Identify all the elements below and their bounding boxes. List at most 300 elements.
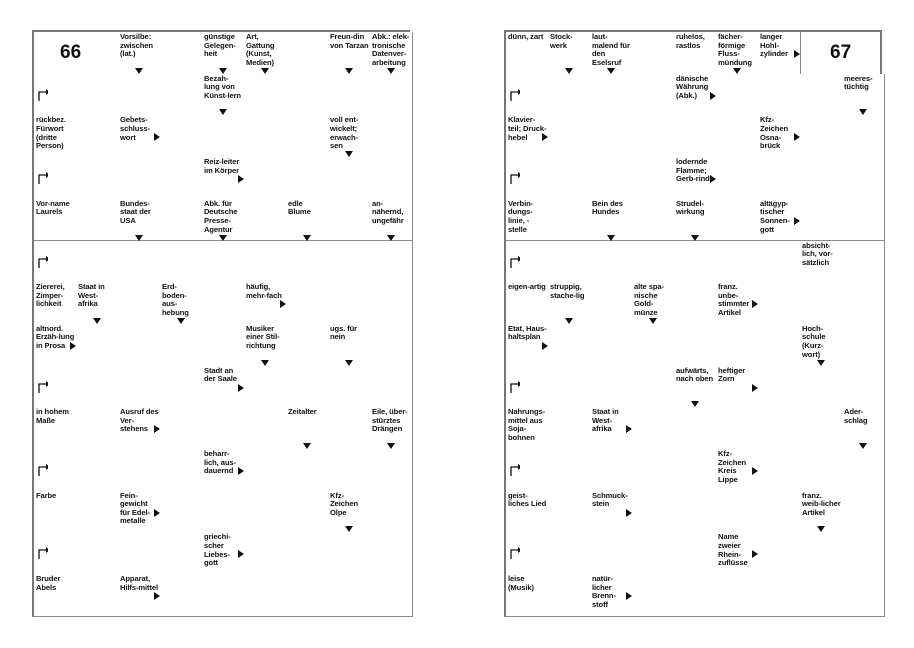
- answer-cell[interactable]: [118, 241, 161, 284]
- clue-text: Name zweier Rhein-zuflüsse: [718, 532, 748, 568]
- arrow-down-icon: [135, 68, 143, 74]
- clue-text: langer Hohl-zylinder: [760, 32, 788, 59]
- clue-text: in hohem Maße: [36, 407, 69, 425]
- answer-cell[interactable]: [160, 241, 203, 284]
- clue-text: leise (Musik): [508, 574, 534, 592]
- answer-cell[interactable]: [286, 241, 329, 284]
- bent-arrow-icon: [510, 255, 520, 269]
- answer-cell[interactable]: [548, 574, 591, 617]
- clue-text: eigen-artig: [508, 282, 546, 292]
- clue-text: Abk.: elek-tronische Datenver-arbeitung: [372, 32, 410, 67]
- arrow-right-icon: [752, 467, 758, 475]
- answer-cell[interactable]: [548, 199, 591, 242]
- clue-text: Staat in West-afrika: [78, 282, 105, 309]
- arrow-down-icon: [387, 68, 395, 74]
- answer-cell[interactable]: [800, 74, 843, 117]
- clue-text: altnord. Erzäh-lung in Prosa: [36, 323, 75, 351]
- answer-cell[interactable]: [160, 449, 203, 492]
- answer-cell[interactable]: [76, 449, 119, 492]
- clue-text: Bezah-lung von Künst-lern: [204, 73, 241, 100]
- clue-text: Musiker einer Stil-richtung: [246, 323, 280, 351]
- answer-cell[interactable]: [118, 366, 161, 409]
- answer-cell[interactable]: [244, 199, 287, 242]
- clue-text: Farbe: [36, 490, 57, 500]
- answer-cell[interactable]: [328, 532, 371, 575]
- arrow-down-icon: [345, 526, 353, 532]
- answer-cell[interactable]: [244, 491, 287, 534]
- answer-cell[interactable]: [370, 115, 413, 158]
- answer-cell[interactable]: [202, 574, 245, 617]
- arrow-down-icon: [219, 68, 227, 74]
- arrow-down-icon: [345, 360, 353, 366]
- clue-text: Hoch-schule (Kurz-wort): [802, 323, 826, 359]
- answer-cell[interactable]: [244, 74, 287, 117]
- clue-text: Art, Gattung (Kunst, Medien): [246, 32, 275, 67]
- answer-cell[interactable]: [202, 282, 245, 325]
- answer-cell[interactable]: [118, 324, 161, 367]
- clue-cell: [506, 574, 549, 617]
- clue-cell: [674, 32, 717, 75]
- answer-cell[interactable]: [758, 491, 801, 534]
- answer-cell[interactable]: [842, 366, 885, 409]
- answer-cell[interactable]: [758, 324, 801, 367]
- clue-cell: [506, 407, 549, 450]
- answer-cell[interactable]: [286, 574, 329, 617]
- answer-cell[interactable]: [674, 491, 717, 534]
- answer-cell[interactable]: [800, 574, 843, 617]
- answer-cell[interactable]: [548, 366, 591, 409]
- answer-cell[interactable]: [328, 574, 371, 617]
- answer-cell[interactable]: [842, 532, 885, 575]
- arrow-right-icon: [238, 550, 244, 558]
- clue-cell: [34, 199, 77, 242]
- answer-cell[interactable]: [202, 491, 245, 534]
- page-number-right: 67: [830, 42, 852, 63]
- arrow-right-icon: [70, 342, 76, 350]
- arrow-right-icon: [154, 133, 160, 141]
- answer-cell[interactable]: [800, 532, 843, 575]
- answer-cell[interactable]: [800, 199, 843, 242]
- clue-text: Nahrungs-mittel aus Soja-bohnen: [508, 407, 546, 443]
- answer-cell[interactable]: [758, 157, 801, 200]
- answer-cell[interactable]: [286, 324, 329, 367]
- answer-cell[interactable]: [76, 407, 119, 450]
- answer-cell[interactable]: [118, 532, 161, 575]
- answer-cell[interactable]: [160, 32, 203, 75]
- clue-text: laut-malend für den Eselsruf: [592, 32, 630, 67]
- answer-cell[interactable]: [286, 366, 329, 409]
- answer-cell[interactable]: [328, 282, 371, 325]
- clue-text: edle Blume: [288, 198, 311, 217]
- arrow-down-icon: [691, 401, 699, 407]
- answer-cell[interactable]: [674, 282, 717, 325]
- clue-text: Zeitalter: [288, 407, 317, 417]
- clue-cell: [506, 199, 549, 242]
- answer-cell[interactable]: [674, 449, 717, 492]
- answer-cell[interactable]: [244, 115, 287, 158]
- answer-cell[interactable]: [758, 574, 801, 617]
- clue-text: fächer-förmige Fluss-mündung: [718, 32, 752, 67]
- left-crossword-grid: [32, 30, 410, 617]
- arrow-down-icon: [93, 318, 101, 324]
- arrow-right-icon: [794, 133, 800, 141]
- clue-text: an-nähernd, ungefähr: [372, 198, 404, 225]
- clue-text: Abk. für Deutsche Presse-Agentur: [204, 198, 238, 234]
- arrow-right-icon: [154, 592, 160, 600]
- answer-cell[interactable]: [632, 574, 675, 617]
- clue-text: Ausruf des Ver-stehens: [120, 407, 159, 434]
- answer-cell[interactable]: [632, 366, 675, 409]
- arrow-down-icon: [649, 318, 657, 324]
- answer-cell[interactable]: [202, 324, 245, 367]
- answer-cell[interactable]: [328, 407, 371, 450]
- arrow-down-icon: [345, 68, 353, 74]
- answer-cell[interactable]: [548, 532, 591, 575]
- answer-cell[interactable]: [674, 324, 717, 367]
- bent-arrow-icon: [510, 171, 520, 185]
- answer-cell[interactable]: [632, 407, 675, 450]
- answer-cell[interactable]: [160, 324, 203, 367]
- clue-text: voll ent-wickelt; erwach-sen: [330, 115, 359, 151]
- bent-arrow-icon: [510, 463, 520, 477]
- arrow-down-icon: [817, 526, 825, 532]
- answer-cell[interactable]: [76, 532, 119, 575]
- answer-cell[interactable]: [118, 282, 161, 325]
- clue-text: Ader-schlag: [844, 407, 868, 425]
- answer-cell[interactable]: [160, 199, 203, 242]
- clue-text: Kfz-Zeichen Kreis Lippe: [718, 449, 746, 484]
- answer-cell[interactable]: [286, 449, 329, 492]
- answer-cell[interactable]: [842, 574, 885, 617]
- answer-cell[interactable]: [632, 115, 675, 158]
- clue-text: günstige Gelegen-heit: [204, 32, 236, 59]
- clue-text: absicht-lich, vor-sätzlich: [802, 240, 833, 267]
- answer-cell[interactable]: [160, 157, 203, 200]
- clue-cell: [34, 407, 77, 450]
- answer-cell[interactable]: [758, 532, 801, 575]
- bent-arrow-icon: [510, 380, 520, 394]
- answer-cell[interactable]: [202, 407, 245, 450]
- answer-cell[interactable]: [76, 491, 119, 534]
- answer-cell[interactable]: [842, 115, 885, 158]
- answer-cell[interactable]: [758, 407, 801, 450]
- answer-cell[interactable]: [244, 532, 287, 575]
- clue-text: Vorsilbe: zwischen (lat.): [120, 32, 153, 59]
- arrow-right-icon: [238, 467, 244, 475]
- answer-cell[interactable]: [716, 115, 759, 158]
- clue-cell: [506, 32, 549, 75]
- answer-cell[interactable]: [842, 157, 885, 200]
- answer-cell[interactable]: [800, 407, 843, 450]
- answer-cell[interactable]: [716, 324, 759, 367]
- answer-cell[interactable]: [632, 491, 675, 534]
- answer-cell[interactable]: [548, 407, 591, 450]
- answer-cell[interactable]: [548, 491, 591, 534]
- arrow-right-icon: [238, 384, 244, 392]
- clue-text: Apparat, Hilfs-mittel: [120, 574, 159, 592]
- clue-text: ugs. für nein: [330, 323, 358, 342]
- clue-cell: [800, 241, 843, 284]
- clue-text: dünn, zart: [508, 32, 544, 41]
- arrow-right-icon: [154, 425, 160, 433]
- answer-cell[interactable]: [842, 324, 885, 367]
- arrow-down-icon: [219, 235, 227, 241]
- answer-cell[interactable]: [244, 366, 287, 409]
- clue-text: lodernde Flamme; Gerb-rinde: [676, 157, 714, 184]
- answer-cell[interactable]: [632, 241, 675, 284]
- answer-cell[interactable]: [842, 199, 885, 242]
- answer-cell[interactable]: [370, 532, 413, 575]
- answer-cell[interactable]: [632, 324, 675, 367]
- answer-cell[interactable]: [118, 157, 161, 200]
- arrow-down-icon: [387, 235, 395, 241]
- answer-cell[interactable]: [202, 241, 245, 284]
- arrow-right-icon: [280, 300, 286, 308]
- clue-text: alte spa-nische Gold-münze: [634, 282, 664, 317]
- answer-cell[interactable]: [590, 324, 633, 367]
- answer-cell[interactable]: [674, 241, 717, 284]
- arrow-down-icon: [565, 318, 573, 324]
- answer-cell[interactable]: [590, 532, 633, 575]
- answer-cell[interactable]: [244, 157, 287, 200]
- answer-cell[interactable]: [548, 449, 591, 492]
- answer-cell[interactable]: [548, 74, 591, 117]
- clue-text: Etat, Haus-haltsplan: [508, 323, 547, 342]
- clue-text: struppig, stache-lig: [550, 282, 585, 300]
- answer-cell[interactable]: [286, 282, 329, 325]
- answer-cell[interactable]: [716, 491, 759, 534]
- arrow-down-icon: [733, 68, 741, 74]
- answer-cell[interactable]: [328, 157, 371, 200]
- answer-cell[interactable]: [370, 282, 413, 325]
- answer-cell[interactable]: [370, 157, 413, 200]
- arrow-right-icon: [154, 509, 160, 517]
- answer-cell[interactable]: [370, 491, 413, 534]
- answer-cell[interactable]: [328, 366, 371, 409]
- bent-arrow-icon: [510, 546, 520, 560]
- answer-cell[interactable]: [800, 449, 843, 492]
- answer-cell[interactable]: [160, 532, 203, 575]
- answer-cell[interactable]: [244, 449, 287, 492]
- answer-cell[interactable]: [842, 282, 885, 325]
- answer-cell[interactable]: [76, 366, 119, 409]
- clue-text: Strudel-wirkung: [676, 198, 705, 217]
- answer-cell[interactable]: [328, 74, 371, 117]
- answer-cell[interactable]: [76, 574, 119, 617]
- clue-text: natür-licher Brenn-stoff: [592, 574, 616, 609]
- arrow-down-icon: [565, 68, 573, 74]
- clue-text: Bundes-staat der USA: [120, 198, 151, 225]
- answer-cell[interactable]: [76, 199, 119, 242]
- clue-text: heftiger Zorn: [718, 365, 746, 384]
- clue-text: Verbin-dungs-linie, -stelle: [508, 198, 534, 234]
- answer-cell[interactable]: [76, 241, 119, 284]
- answer-cell[interactable]: [590, 115, 633, 158]
- arrow-down-icon: [859, 109, 867, 115]
- answer-cell[interactable]: [842, 241, 885, 284]
- clue-text: Stock-werk: [550, 32, 573, 50]
- bent-arrow-icon: [38, 255, 48, 269]
- bent-arrow-icon: [38, 546, 48, 560]
- clue-text: aufwärts, nach oben: [676, 365, 714, 384]
- answer-cell[interactable]: [370, 366, 413, 409]
- answer-cell[interactable]: [716, 407, 759, 450]
- answer-cell[interactable]: [160, 407, 203, 450]
- arrow-down-icon: [345, 151, 353, 157]
- arrow-right-icon: [626, 425, 632, 433]
- clue-text: Ziererei, Zimper-lichkeit: [36, 282, 65, 309]
- answer-cell[interactable]: [590, 157, 633, 200]
- answer-cell[interactable]: [674, 407, 717, 450]
- arrow-right-icon: [794, 217, 800, 225]
- bent-arrow-icon: [38, 463, 48, 477]
- answer-cell[interactable]: [674, 532, 717, 575]
- answer-cell[interactable]: [590, 449, 633, 492]
- clue-text: geist-liches Lied: [508, 490, 547, 509]
- answer-cell[interactable]: [160, 574, 203, 617]
- answer-cell[interactable]: [758, 241, 801, 284]
- answer-cell[interactable]: [328, 199, 371, 242]
- answer-cell[interactable]: [800, 282, 843, 325]
- clue-text: Freun-din von Tarzan: [330, 32, 369, 50]
- clue-text: Stadt an der Saale: [204, 365, 237, 384]
- clue-text: griechi-scher Liebes-gott: [204, 532, 231, 568]
- arrow-down-icon: [607, 68, 615, 74]
- answer-cell[interactable]: [548, 115, 591, 158]
- answer-cell[interactable]: [548, 324, 591, 367]
- answer-cell[interactable]: [370, 241, 413, 284]
- clue-text: meeres-tüchtig: [844, 73, 873, 92]
- answer-cell[interactable]: [76, 157, 119, 200]
- answer-cell[interactable]: [758, 74, 801, 117]
- clue-text: Reiz-leiter im Körper: [204, 157, 240, 175]
- answer-cell[interactable]: [244, 407, 287, 450]
- clue-text: franz. weib-licher Artikel: [802, 490, 841, 517]
- answer-cell[interactable]: [716, 199, 759, 242]
- answer-cell[interactable]: [716, 157, 759, 200]
- arrow-down-icon: [135, 235, 143, 241]
- clue-text: Bruder Abels: [36, 574, 61, 592]
- answer-cell[interactable]: [758, 449, 801, 492]
- answer-cell[interactable]: [758, 366, 801, 409]
- arrow-down-icon: [303, 235, 311, 241]
- clue-text: Bein des Hundes: [592, 198, 623, 217]
- answer-cell[interactable]: [244, 241, 287, 284]
- clue-text: altägyp-tischer Sonnen-gott: [760, 198, 790, 234]
- answer-cell[interactable]: [76, 74, 119, 117]
- clue-text: Schmuck-stein: [592, 490, 628, 509]
- answer-cell[interactable]: [160, 115, 203, 158]
- answer-cell[interactable]: [548, 157, 591, 200]
- answer-cell[interactable]: [632, 532, 675, 575]
- answer-cell[interactable]: [590, 282, 633, 325]
- answer-cell[interactable]: [632, 74, 675, 117]
- clue-text: Kfz-Zeichen Osna-brück: [760, 115, 788, 151]
- answer-cell[interactable]: [370, 74, 413, 117]
- answer-cell[interactable]: [842, 491, 885, 534]
- arrow-down-icon: [387, 443, 395, 449]
- answer-cell[interactable]: [716, 241, 759, 284]
- clue-text: Klavier-teil; Druck-hebel: [508, 115, 547, 142]
- answer-cell[interactable]: [632, 199, 675, 242]
- answer-cell[interactable]: [370, 324, 413, 367]
- arrow-down-icon: [859, 443, 867, 449]
- answer-cell[interactable]: [674, 115, 717, 158]
- answer-cell[interactable]: [632, 32, 675, 75]
- clue-cell: [34, 574, 77, 617]
- answer-cell[interactable]: [286, 157, 329, 200]
- answer-cell[interactable]: [842, 449, 885, 492]
- answer-cell[interactable]: [800, 157, 843, 200]
- arrow-right-icon: [752, 550, 758, 558]
- arrow-right-icon: [626, 509, 632, 517]
- bent-arrow-icon: [510, 88, 520, 102]
- answer-cell[interactable]: [716, 574, 759, 617]
- clue-cell: [506, 491, 549, 534]
- clue-text: ruhelos, rastlos: [676, 32, 705, 50]
- bent-arrow-icon: [38, 171, 48, 185]
- answer-cell[interactable]: [202, 115, 245, 158]
- clue-text: Kfz-Zeichen Olpe: [330, 490, 358, 517]
- arrow-right-icon: [542, 342, 548, 350]
- page-number-left: 66: [60, 42, 82, 63]
- answer-cell[interactable]: [160, 491, 203, 534]
- answer-cell[interactable]: [590, 241, 633, 284]
- answer-cell[interactable]: [328, 449, 371, 492]
- answer-cell[interactable]: [286, 115, 329, 158]
- arrow-down-icon: [607, 235, 615, 241]
- answer-cell[interactable]: [370, 449, 413, 492]
- clue-cell: [34, 282, 77, 325]
- answer-cell[interactable]: [160, 74, 203, 117]
- answer-cell[interactable]: [716, 74, 759, 117]
- answer-cell[interactable]: [286, 491, 329, 534]
- answer-cell[interactable]: [286, 32, 329, 75]
- clue-cell: [34, 491, 77, 534]
- answer-cell[interactable]: [244, 574, 287, 617]
- answer-cell[interactable]: [118, 449, 161, 492]
- answer-cell[interactable]: [548, 241, 591, 284]
- answer-cell[interactable]: [674, 574, 717, 617]
- clue-text: Eile, über-stürztes Drängen: [372, 407, 408, 434]
- answer-cell[interactable]: [800, 115, 843, 158]
- answer-cell[interactable]: [76, 115, 119, 158]
- answer-cell[interactable]: [118, 74, 161, 117]
- answer-cell[interactable]: [800, 366, 843, 409]
- answer-cell[interactable]: [590, 366, 633, 409]
- arrow-right-icon: [794, 50, 800, 58]
- clue-cell: [34, 115, 77, 158]
- clue-text: Staat in West-afrika: [592, 407, 619, 434]
- answer-cell[interactable]: [286, 74, 329, 117]
- answer-cell[interactable]: [160, 366, 203, 409]
- arrow-down-icon: [817, 360, 825, 366]
- answer-cell[interactable]: [632, 449, 675, 492]
- answer-cell[interactable]: [632, 157, 675, 200]
- answer-cell[interactable]: [328, 241, 371, 284]
- answer-cell[interactable]: [590, 74, 633, 117]
- clue-text: dänische Währung (Abk.): [676, 73, 709, 100]
- arrow-right-icon: [710, 175, 716, 183]
- arrow-down-icon: [219, 109, 227, 115]
- answer-cell[interactable]: [758, 282, 801, 325]
- clue-text: Erd-boden-aus-hebung: [162, 282, 189, 317]
- answer-cell[interactable]: [76, 324, 119, 367]
- arrow-right-icon: [752, 384, 758, 392]
- clue-text: Vor-name Laurels: [36, 198, 70, 217]
- answer-cell[interactable]: [286, 532, 329, 575]
- answer-cell[interactable]: [370, 574, 413, 617]
